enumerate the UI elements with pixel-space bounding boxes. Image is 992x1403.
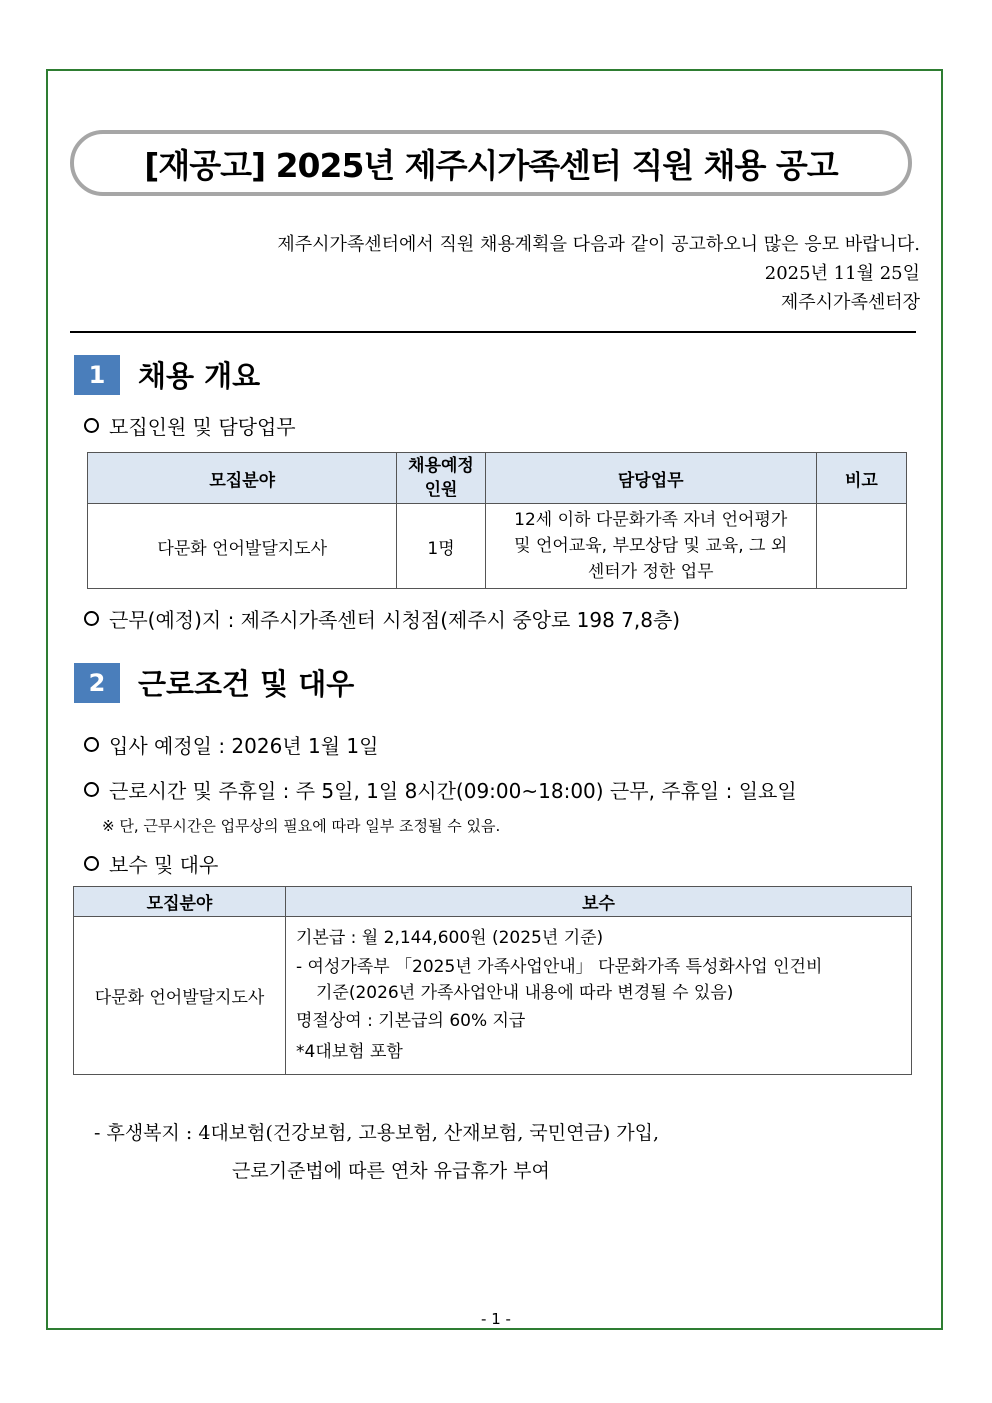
pay-line2: - 여성가족부 「2025년 가족사업안내」 다문화가족 특성화사업 인건비 — [296, 957, 823, 977]
circle-bullet-icon — [84, 782, 99, 797]
section-2-number: 2 — [74, 663, 120, 703]
bullet-hours-text: 근로시간 및 주휴일 : 주 5일, 1일 8시간(09:00~18:00) 근무, 주휴일 : 일요일 — [109, 779, 797, 803]
duty-line3: 센터가 정한 업무 — [587, 562, 714, 582]
duty-line2: 및 언어교육, 부모상담 및 교육, 그 외 — [514, 536, 788, 556]
th-count — [397, 453, 485, 504]
intro-date: 2025년 11월 25일 — [764, 263, 920, 284]
bullet-pay — [84, 849, 218, 878]
pay-line1: 기본급 : 월 2,144,600원 (2025년 기준) — [296, 928, 604, 948]
bullet-start-date-text: 입사 예정일 : 2026년 1월 1일 — [109, 734, 379, 758]
recruit-table — [87, 452, 907, 589]
bullet-location — [84, 604, 680, 633]
bullet-recruit-text: 모집인원 및 담당업무 — [109, 415, 296, 439]
section-2-title: 근로조건 및 대우 — [138, 667, 355, 701]
th-note: 비고 — [816, 453, 906, 504]
divider — [70, 331, 916, 333]
bullet-location-text: 근무(예정)지 : 제주시가족센터 시청점(제주시 중앙로 198 7,8층) — [109, 608, 681, 632]
section-1-title: 채용 개요 — [138, 359, 261, 393]
bullet-hours — [84, 775, 797, 804]
bullet-pay-text: 보수 및 대우 — [109, 853, 219, 877]
pay-field-cell: 다문화 언어발달지도사 — [74, 917, 286, 1075]
intro-block — [277, 230, 920, 317]
pay-line4: 명절상여 : 기본급의 60% 지급 — [296, 1011, 526, 1031]
cell-note — [816, 504, 906, 589]
circle-bullet-icon — [84, 856, 99, 871]
bullet-start-date — [84, 730, 378, 759]
th-count-line2: 인원 — [424, 480, 458, 500]
welfare-line2: 근로기준법에 따른 연차 유급휴가 부여 — [232, 1160, 550, 1182]
pay-line5: *4대보험 포함 — [296, 1042, 403, 1062]
circle-bullet-icon — [84, 611, 99, 626]
title-banner — [70, 130, 912, 196]
pay-detail-cell — [286, 917, 912, 1075]
page-title: [재공고] 2025년 제주시가족센터 직원 채용 공고 — [144, 145, 838, 185]
circle-bullet-icon — [84, 418, 99, 433]
th-duty: 담당업무 — [485, 453, 816, 504]
cell-field: 다문화 언어발달지도사 — [88, 504, 397, 589]
intro-text: 제주시가족센터에서 직원 채용계획을 다음과 같이 공고하오니 많은 응모 바랍니다. — [277, 234, 920, 255]
duty-line1: 12세 이하 다문화가족 자녀 언어평가 — [514, 510, 788, 530]
th-field: 모집분야 — [88, 453, 397, 504]
hours-note: ※ 단, 근무시간은 업무상의 필요에 따라 일부 조정될 수 있음. — [102, 817, 501, 835]
intro-issuer: 제주시가족센터장 — [780, 292, 920, 313]
welfare-line1: - 후생복지 : 4대보험(건강보험, 고용보험, 산재보험, 국민연금) 가입, — [94, 1122, 660, 1144]
th-pay-field: 모집분야 — [74, 887, 286, 917]
page-number: - 1 - — [481, 1310, 511, 1328]
cell-count: 1명 — [397, 504, 485, 589]
cell-duty — [485, 504, 816, 589]
th-pay: 보수 — [286, 887, 912, 917]
pay-table — [73, 886, 912, 1075]
pay-line3: 기준(2026년 가족사업안내 내용에 따라 변경될 수 있음) — [316, 983, 734, 1003]
th-count-line1: 채용예정 — [408, 456, 474, 476]
circle-bullet-icon — [84, 737, 99, 752]
section-1-number: 1 — [74, 355, 120, 395]
bullet-recruit — [84, 411, 296, 440]
